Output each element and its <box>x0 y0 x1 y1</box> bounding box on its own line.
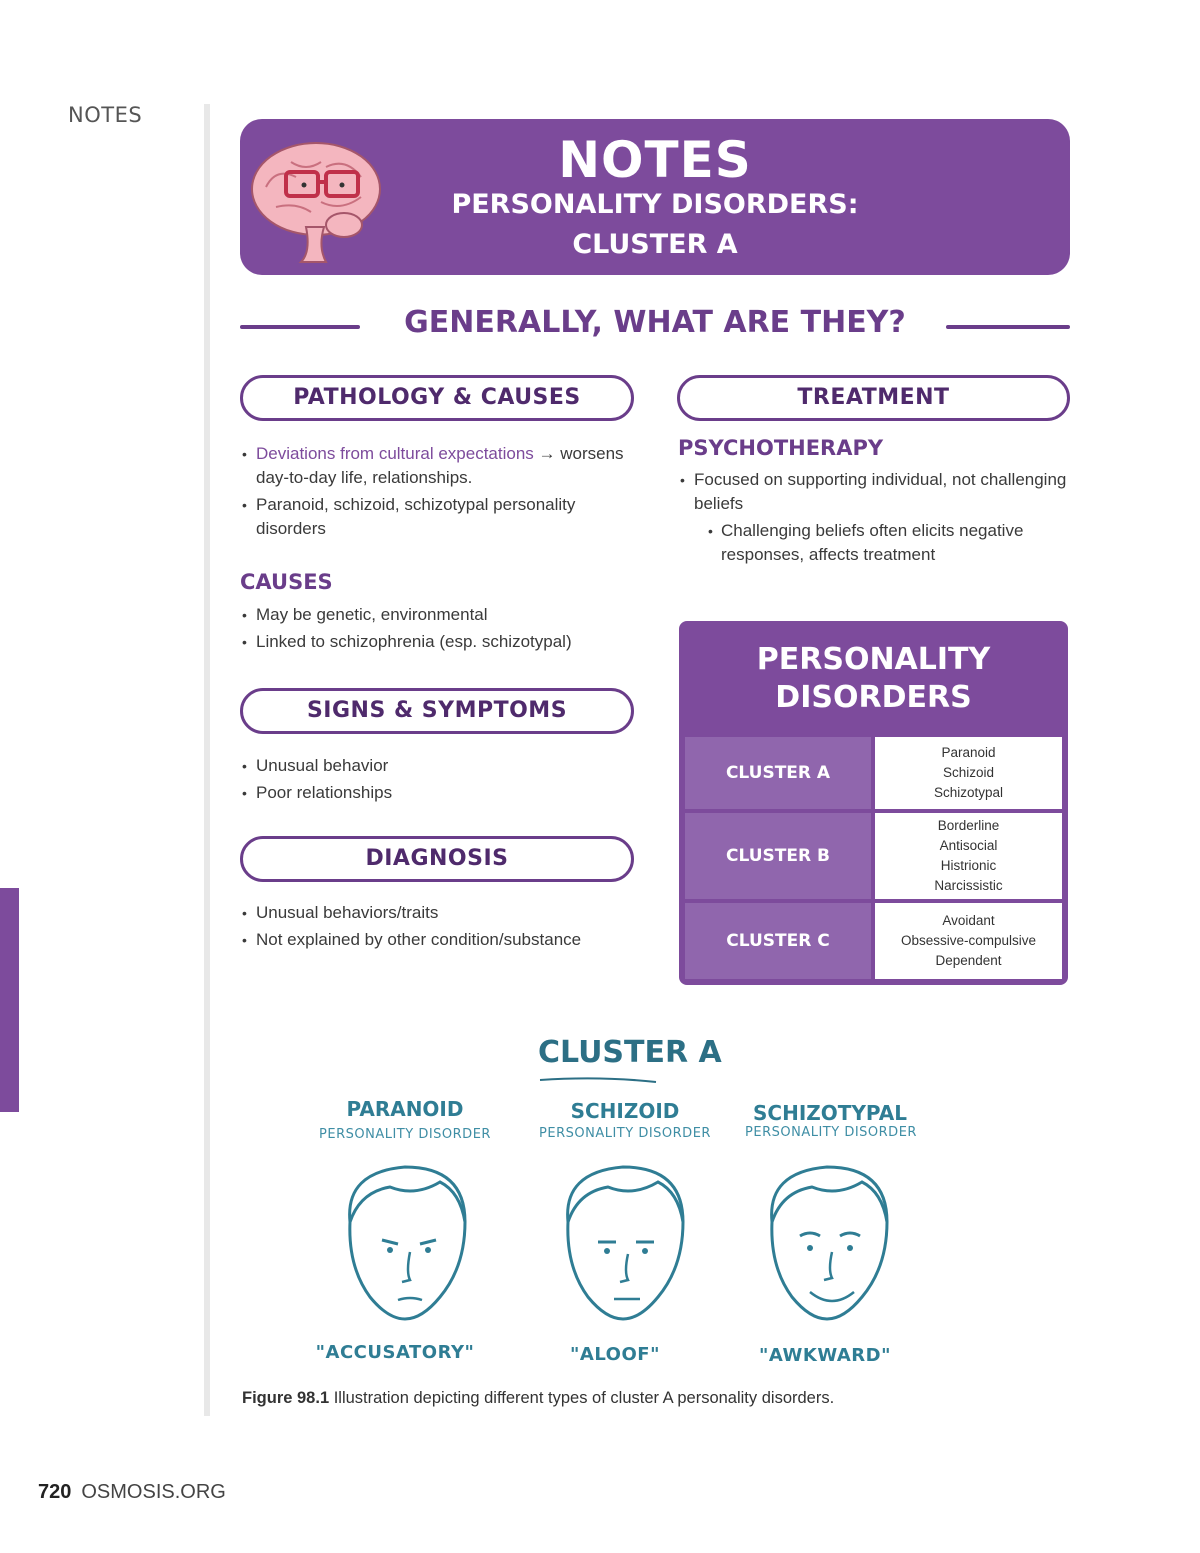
signs-heading: SIGNS & SYMPTOMS <box>240 688 634 734</box>
pathology-heading: PATHOLOGY & CAUSES <box>240 375 634 421</box>
cluster-items <box>875 737 1062 809</box>
figure-caption <box>242 1389 834 1408</box>
cluster-label: CLUSTER B <box>685 813 871 899</box>
cluster-items <box>875 903 1062 979</box>
treatment-heading: TREATMENT <box>677 375 1070 421</box>
page-footer <box>38 1481 226 1504</box>
list-item: • Linked to schizophrenia (esp. schizotypal) <box>240 630 635 654</box>
page-subtitle-line1: PERSONALITY DISORDERS: <box>451 189 859 220</box>
list-item: • Poor relationships <box>240 781 635 805</box>
schizoid-title: SCHIZOID <box>570 1099 680 1123</box>
paranoid-face-illustration <box>330 1152 480 1332</box>
caption-label: Figure 98.1 <box>242 1389 330 1407</box>
list-item: • Focused on supporting individual, not challenging beliefs <box>678 468 1070 516</box>
schizotypal-subtitle: PERSONALITY DISORDER <box>745 1125 917 1140</box>
disorder-item: Avoidant <box>942 913 995 928</box>
highlight-text: Deviations from cultural expectations <box>256 444 534 463</box>
pathology-list <box>240 442 635 541</box>
treatment-list <box>678 468 1070 567</box>
list-item: • Paranoid, schizoid, schizotypal personality disorders <box>240 493 635 541</box>
table-row <box>685 737 1062 809</box>
disorder-item: Schizotypal <box>933 785 1004 800</box>
disorder-item: Narcissistic <box>934 878 1003 893</box>
list-item: • Unusual behaviors/traits <box>240 901 640 925</box>
diagnosis-heading: DIAGNOSIS <box>240 836 634 882</box>
psychotherapy-heading: PSYCHOTHERAPY <box>678 436 884 460</box>
chapter-tab <box>0 888 19 1112</box>
left-margin-rule <box>204 104 210 1416</box>
heading-rule-left <box>240 325 360 329</box>
disorder-item: Histrionic <box>940 858 997 873</box>
schizotypal-title: SCHIZOTYPAL <box>753 1101 907 1125</box>
table-row <box>685 813 1062 899</box>
site-name: OSMOSIS.ORG <box>81 1481 226 1503</box>
disorder-item: Obsessive-compulsive <box>900 933 1037 948</box>
schizoid-face-illustration <box>548 1152 698 1332</box>
paranoid-title: PARANOID <box>346 1097 464 1121</box>
page-subtitle-line2: CLUSTER A <box>572 229 738 260</box>
list-item: • Unusual behavior <box>240 754 635 778</box>
page-number: 720 <box>38 1481 72 1503</box>
signs-list <box>240 754 635 805</box>
section-heading <box>240 305 1070 351</box>
schizoid-subtitle: PERSONALITY DISORDER <box>539 1126 711 1141</box>
header-banner <box>240 119 1070 275</box>
list-item: • Not explained by other condition/substance <box>240 928 640 952</box>
disorder-item: Antisocial <box>939 838 998 853</box>
disorder-item: Paranoid <box>941 745 996 760</box>
diagnosis-list <box>240 901 640 952</box>
cluster-label: CLUSTER C <box>685 903 871 979</box>
causes-list <box>240 603 635 654</box>
list-item: • May be genetic, environmental <box>240 603 635 627</box>
table-row <box>685 903 1062 979</box>
paranoid-trait: "ACCUSATORY" <box>315 1342 475 1363</box>
schizoid-trait: "ALOOF" <box>570 1344 660 1365</box>
schizotypal-face-illustration <box>752 1152 902 1332</box>
figure-title-underline <box>538 1076 658 1084</box>
personality-disorders-table <box>679 621 1068 985</box>
figure-title: CLUSTER A <box>538 1035 722 1070</box>
schizotypal-trait: "AWKWARD" <box>759 1345 891 1366</box>
section-heading-text: GENERALLY, WHAT ARE THEY? <box>404 305 906 340</box>
heading-rule-right <box>946 325 1070 329</box>
side-notes-label: NOTES <box>68 103 143 127</box>
cluster-label: CLUSTER A <box>685 737 871 809</box>
table-title-line1: PERSONALITY <box>756 642 991 677</box>
disorder-item: Dependent <box>935 953 1002 968</box>
cluster-items <box>875 813 1062 899</box>
disorder-item: Schizoid <box>942 765 995 780</box>
sub-list-item: • Challenging beliefs often elicits negative responses, affects treatment <box>678 519 1070 567</box>
paranoid-subtitle: PERSONALITY DISORDER <box>319 1127 491 1142</box>
caption-text: Illustration depicting different types of cluster A personality disorders. <box>329 1389 835 1407</box>
page-title: NOTES <box>558 131 752 189</box>
bullet-text: → worsens day-to-day life, relationships. <box>256 444 624 487</box>
table-title-line2: DISORDERS <box>775 680 972 715</box>
disorder-item: Borderline <box>937 818 1000 833</box>
causes-heading: CAUSES <box>240 570 333 594</box>
list-item <box>240 442 635 490</box>
table-title <box>679 641 1068 717</box>
